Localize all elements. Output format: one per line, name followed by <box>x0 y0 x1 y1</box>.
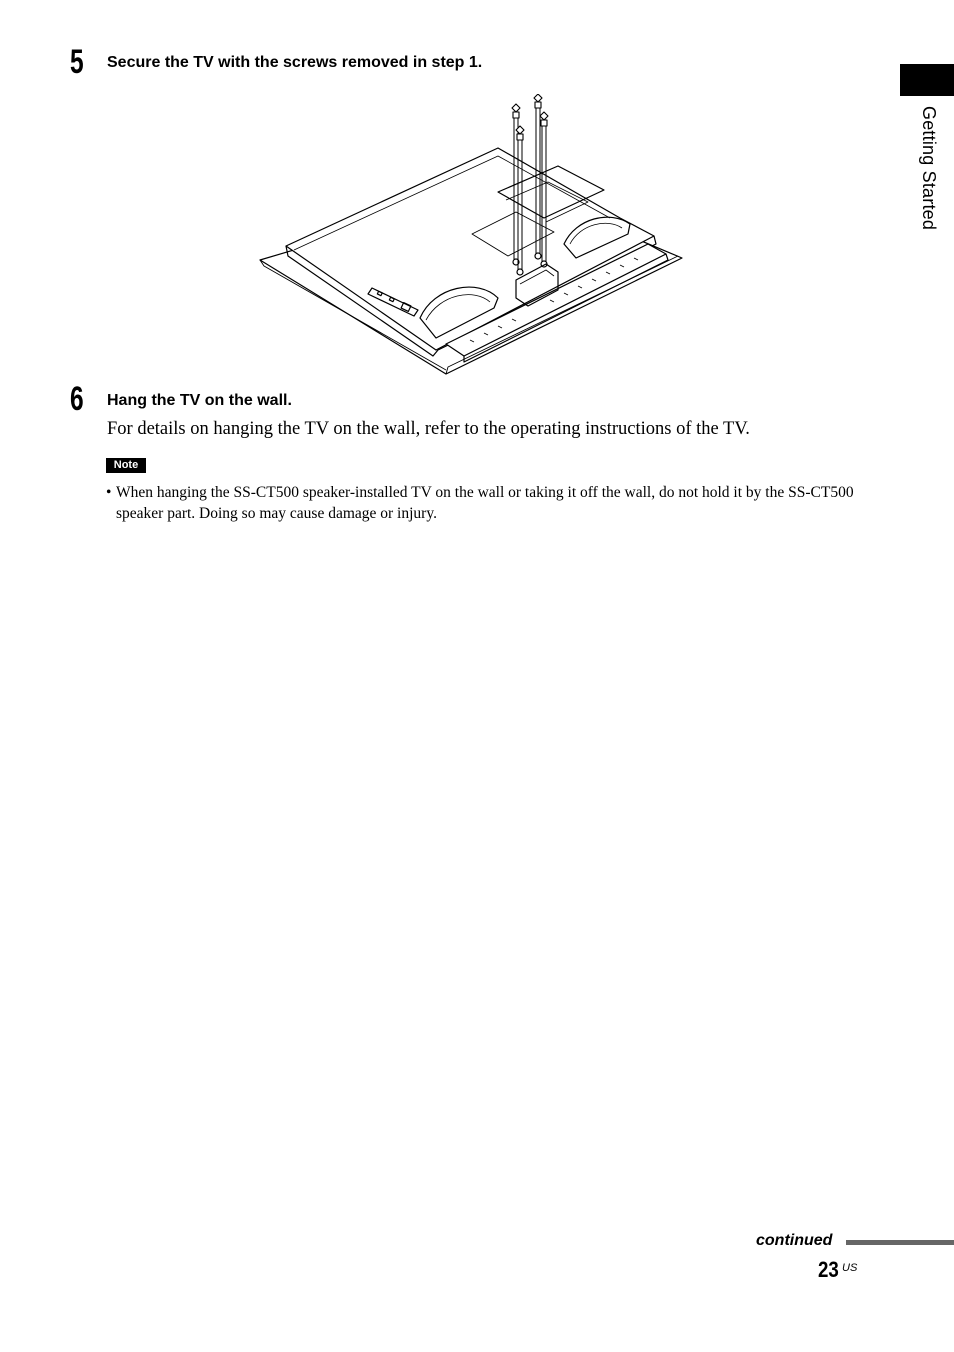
continued-label: continued <box>756 1232 833 1249</box>
step-5-number: 5 <box>70 43 84 81</box>
page-number: 23 <box>818 1257 839 1282</box>
tv-back-with-screws-illustration <box>258 94 688 378</box>
tv-back-body <box>286 148 654 350</box>
section-tab-label: Getting Started <box>919 106 939 231</box>
section-tab-marker <box>900 64 954 96</box>
note-text: When hanging the SS-CT500 speaker-installed TV on the wall or taking it off the wall, do not hold it by the SS-CT500 speaker part. Doing so may cause damage or injury. <box>116 484 854 522</box>
page-number-suffix: US <box>842 1262 858 1274</box>
step-6-title: Hang the TV on the wall. <box>107 392 292 409</box>
continued-bar <box>846 1240 954 1245</box>
step-5-title: Secure the TV with the screws removed in step 1. <box>107 54 483 71</box>
note-bullet: • <box>106 484 112 501</box>
note-badge: Note <box>106 458 146 473</box>
note-item <box>106 482 866 524</box>
screw-icon <box>512 94 548 140</box>
step-6-body: For details on hanging the TV on the wall, refer to the operating instructions of the TV. <box>107 419 750 439</box>
step-6-number: 6 <box>70 380 84 418</box>
